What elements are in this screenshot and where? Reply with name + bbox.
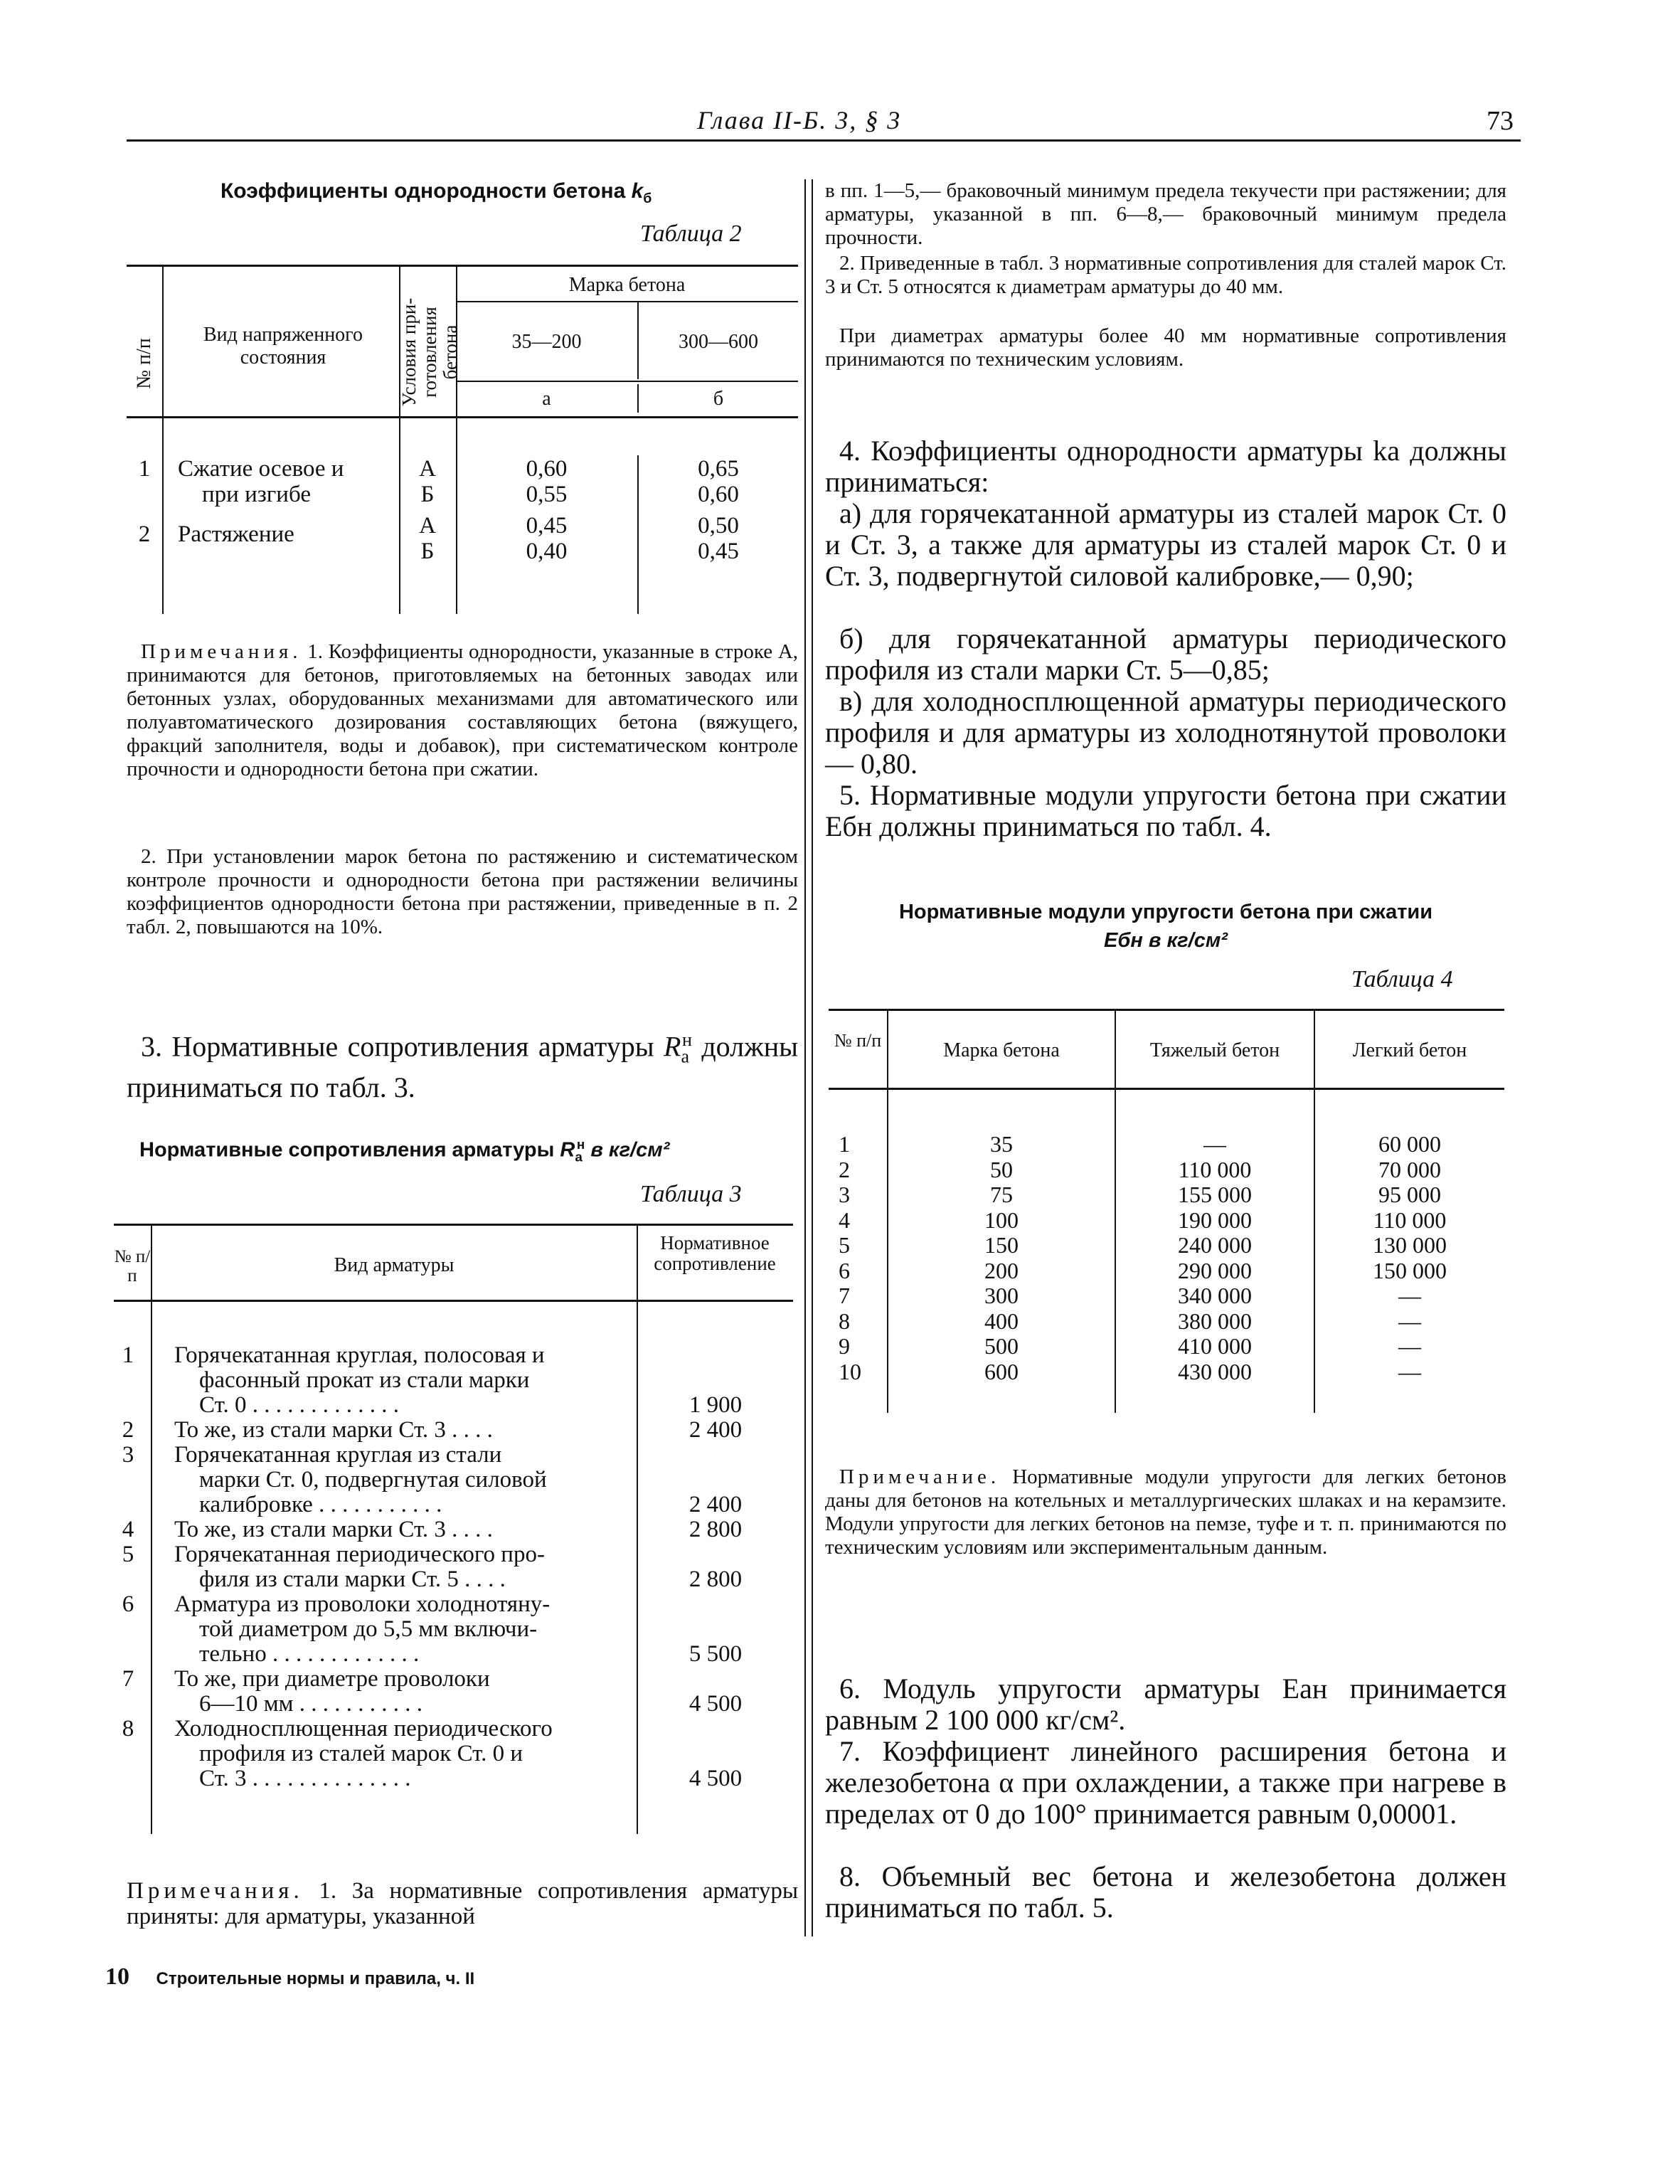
row-cond: Б [420,482,435,507]
paragraph-4: 4. Коэффициенты однородности арматуры kа должны приниматься: [825,435,1506,498]
row-num: 5 [122,1542,134,1567]
cell-h: 155 000 [1178,1182,1252,1207]
cell-m: 300 [984,1283,1019,1308]
row-kind-line: Горячекатанная круглая, полосовая и [174,1342,545,1368]
cell-n: 8 [839,1308,850,1334]
notes-heading: Примечание. [839,1465,1001,1488]
paragraph-4a: а) для горячекатанной арматуры из сталей марок Ст. 0 и Ст. 3, а также для арматуры из сталей марок Ст. 0 и Ст. 3, подвергнутой силовой калибровке,— 0,90; [825,497,1506,592]
table4-note [825,1465,1506,1559]
cell-n: 1 [839,1131,850,1157]
table4-title-line2: Eбн в кг/см² [1104,929,1228,952]
cell-m: 50 [990,1156,1013,1182]
cell-m: 75 [990,1182,1013,1207]
footer-text: Строительные нормы и правила, ч. II [156,1969,475,1988]
row-kind-line: Горячекатанная круглая из стали [174,1442,502,1468]
row-cond: А [419,456,436,482]
table2-header-a: а [542,388,551,410]
column-separator [804,179,806,1936]
cell-h: 340 000 [1178,1283,1252,1308]
row-kind-line: То же, из стали марки Ст. 3 . . . . [174,1517,493,1542]
row-kind-line: Холодносплющенная периодического [174,1716,553,1742]
row-kind: Растяжение [178,521,294,547]
row-kind-line: То же, из стали марки Ст. 3 . . . . [174,1417,493,1443]
table2-header-b: б [713,388,724,410]
cell-l: — [1398,1358,1421,1384]
row-cond: Б [420,539,435,564]
paragraph-7: 7. Коэффициент линейного расширения бетона и железобетона α при охлаждении, а также при нагреве в пределах от 0 до 100° принимается равным 0,00001. [825,1735,1506,1830]
row-value-a: 0,55 [526,482,568,507]
table2-note-2: 2. При установлении марок бетона по растяжению и систематическом контроле прочности и однородности бетона при растяжении величины коэффициентов однородности бетона при растяжении, приведенные в п. 2 табл. 2, повышаются на 10%. [127,845,798,938]
cell-h: 380 000 [1178,1308,1252,1334]
table3-note-3: При диаметрах арматуры более 40 мм нормативные сопротивления принимаются по техническим условиям. [825,324,1506,371]
row-num: 1 [138,456,151,482]
row-value-a: 0,45 [526,513,568,539]
table4-header-num: № п/п [834,1030,882,1051]
header-rule [127,139,1521,142]
cell-m: 100 [984,1207,1019,1233]
cell-l: 150 000 [1373,1257,1447,1283]
notes-heading: Примечания. [141,640,302,663]
cell-n: 5 [839,1232,850,1258]
row-cond: А [419,513,436,539]
row-value-b: 0,50 [698,513,739,539]
row-kind-line: Ст. 0 . . . . . . . . . . . . . [199,1392,400,1418]
table4-header-light: Легкий бетон [1352,1039,1467,1061]
row-num: 3 [122,1442,134,1468]
paragraph-3-text: должны приниматься по табл. 3. [127,1030,799,1104]
cell-m: 200 [984,1257,1019,1283]
table2-title-sub: б [643,191,652,206]
table4-label: Таблица 4 [1351,966,1453,992]
row-kind-line: Горячекатанная периодического про- [174,1542,545,1567]
table3-title-text: Нормативные сопротивления арматуры [139,1138,555,1162]
cell-l: — [1398,1308,1421,1334]
paragraph-3-sub: а [681,1046,689,1067]
cell-l: 60 000 [1378,1131,1441,1157]
cell-n: 10 [839,1358,861,1384]
table3-header-num: № п/п [114,1247,151,1286]
paragraph-3-symbol: R [664,1030,681,1063]
paragraph-5: 5. Нормативные модули упругости бетона при сжатии Eбн должны приниматься по табл. 4. [825,779,1506,842]
table2-header-mark: Марка бетона [568,274,686,296]
row-value: 2 400 [689,1492,743,1517]
table4-header-heavy: Тяжелый бетон [1149,1039,1280,1061]
row-kind: при изгибе [202,482,311,507]
row-num: 4 [122,1517,134,1542]
table4 [829,1009,1504,1416]
paragraph-8: 8. Объемный вес бетона и железобетона должен приниматься по табл. 5. [825,1860,1506,1924]
row-kind-line: 6—10 мм . . . . . . . . . . . [199,1691,423,1717]
cell-n: 4 [839,1207,850,1233]
row-kind-line: филя из стали марки Ст. 5 . . . . [199,1567,506,1592]
row-num: 8 [122,1716,134,1742]
table3-label: Таблица 3 [640,1181,742,1207]
column-separator [812,179,813,1936]
table4-header-mark: Марка бетона [943,1039,1060,1061]
page-number: 73 [1487,106,1514,136]
row-num: 2 [138,521,151,547]
cell-h: 430 000 [1178,1358,1252,1384]
row-kind-line: калибровке . . . . . . . . . . . [199,1492,442,1517]
row-kind-line: То же, при диаметре проволоки [174,1666,490,1692]
row-value: 5 500 [689,1641,743,1667]
row-value-a: 0,60 [526,456,568,482]
row-value-b: 0,65 [698,456,739,482]
paragraph-4c: в) для холодносплющенной арматуры периодического профиля и для арматуры из холоднотянутой проволоки — 0,80. [825,685,1506,780]
row-value: 4 500 [689,1766,743,1791]
table2-header-cond: Условия при- готовления бетона [398,297,461,407]
table2-header-num: № п/п [133,338,155,389]
row-value: 2 800 [689,1567,743,1592]
cell-h: 110 000 [1178,1156,1252,1182]
paragraph-4b: б) для горячекатанной арматуры периодического профиля из стали марки Ст. 5—0,85; [825,622,1506,686]
cell-n: 3 [839,1182,850,1207]
cell-l: 95 000 [1378,1182,1441,1207]
row-value-a: 0,40 [526,539,568,564]
table3 [114,1224,793,1838]
row-num: 6 [122,1591,134,1617]
row-kind-line: Ст. 3 . . . . . . . . . . . . . . [199,1766,411,1791]
cell-m: 35 [990,1131,1013,1157]
paragraph-3-text: 3. Нормативные сопротивления арматуры [141,1030,654,1063]
row-value: 1 900 [689,1392,743,1418]
cell-h: 240 000 [1178,1232,1252,1258]
notes-heading: Примечания. [127,1878,304,1904]
table3-notes-continued: в пп. 1—5,— браковочный минимум предела текучести при растяжении; для арматуры, указанной в пп. 6—8,— браковочный минимум предела прочности. [825,179,1506,249]
table3-note-1: 1. За нормативные сопротивления арматуры приняты: для арматуры, указанной [127,1878,799,1929]
cell-h: 190 000 [1178,1207,1252,1233]
table2-row [127,513,798,577]
table3-notes [127,1878,798,1929]
cell-h: 410 000 [1178,1333,1252,1359]
row-value-b: 0,45 [698,539,739,564]
table2-title [220,179,652,207]
cell-l: 110 000 [1373,1207,1447,1233]
cell-n: 9 [839,1333,850,1359]
paragraph-6: 6. Модуль упругости арматуры Eан принимается равным 2 100 000 кг/см². [825,1673,1506,1736]
table3-title-sub: а [575,1149,583,1165]
cell-l: 130 000 [1373,1232,1447,1258]
row-value: 2 800 [689,1517,743,1542]
cell-m: 150 [984,1232,1019,1258]
running-header: Глава II-Б. 3, § 3 [697,106,902,134]
table2-notes [127,640,798,781]
row-num: 2 [122,1417,134,1443]
table3-title-sup: н [576,1137,585,1152]
row-kind-line: фасонный прокат из стали марки [199,1367,530,1393]
table4-title-line1: Нормативные модули упругости бетона при сжатии [898,901,1433,923]
table2-label: Таблица 2 [640,221,742,247]
cell-n: 6 [839,1257,850,1283]
row-kind-line: тельно . . . . . . . . . . . . . [199,1641,420,1667]
row-value: 2 400 [689,1417,743,1443]
row-kind: Сжатие осевое и [178,456,344,482]
table3-header-kind: Вид арматуры [334,1254,454,1276]
row-kind-line: Арматура из проволоки холоднотяну- [174,1591,551,1617]
row-num: 7 [122,1666,134,1692]
cell-m: 600 [984,1358,1019,1384]
table2-note-1: 1. Коэффициенты однородности, указанные в строке А, принимаются для бетонов, приготовляемых на бетонных заводах или бетонных узлах, оборудованных механизмами для автоматического или полуавтоматического дозирования составляющих бетона (вяжущего, фракций заполнителя, воды и добавок), при систематическом контроле прочности и однородности бетона при сжатии. [127,640,799,780]
cell-m: 500 [984,1333,1019,1359]
table3-title-unit: в кг/см² [590,1138,670,1162]
table2-title-symbol: k [631,179,644,203]
cell-h: — [1203,1131,1226,1157]
row-kind-line: профиля из сталей марок Ст. 0 и [199,1741,523,1766]
paragraph-3-sup: н [681,1029,692,1050]
row-kind-line: той диаметром до 5,5 мм включи- [199,1616,538,1642]
row-kind-line: марки Ст. 0, подвергнутая силовой [199,1467,547,1493]
footer [105,1963,474,1990]
cell-n: 7 [839,1283,850,1308]
row-value: 4 500 [689,1691,743,1717]
cell-l: — [1398,1333,1421,1359]
cell-h: 290 000 [1178,1257,1252,1283]
table4-title [825,898,1506,955]
table2-title-text: Коэффициенты однородности бетона [220,179,626,203]
table3-header-value: Нормативное сопротивление [654,1232,776,1274]
cell-n: 2 [839,1156,850,1182]
table2-row [127,456,798,520]
table2-header-range2: 300—600 [679,331,758,353]
table3-note-2: 2. Приведенные в табл. 3 нормативные сопротивления для сталей марок Ст. 3 и Ст. 5 относятся к диаметрам арматуры до 40 мм. [825,252,1506,298]
cell-l: — [1398,1283,1421,1308]
footer-number: 10 [105,1963,129,1990]
table4-note-text: Нормативные модули упругости для легких бетонов даны для бетонов на котельных и металлургических шлаках и на керамзите. Модули упругости для легких бетонов на пемзе, туфе и т. п. принимаются по техническим условиям или экспериментальным данным. [825,1465,1506,1559]
row-num: 1 [122,1342,134,1368]
cell-l: 70 000 [1378,1156,1441,1182]
table3-title [139,1137,669,1165]
table2-header-range1: 35—200 [511,331,582,353]
row-value-b: 0,60 [698,482,739,507]
cell-m: 400 [984,1308,1019,1334]
paragraph-3 [127,1024,798,1103]
table3-title-symbol: R [560,1138,575,1162]
table2-header-kind: Вид напряженного состояния [203,324,363,369]
table2 [127,265,798,618]
